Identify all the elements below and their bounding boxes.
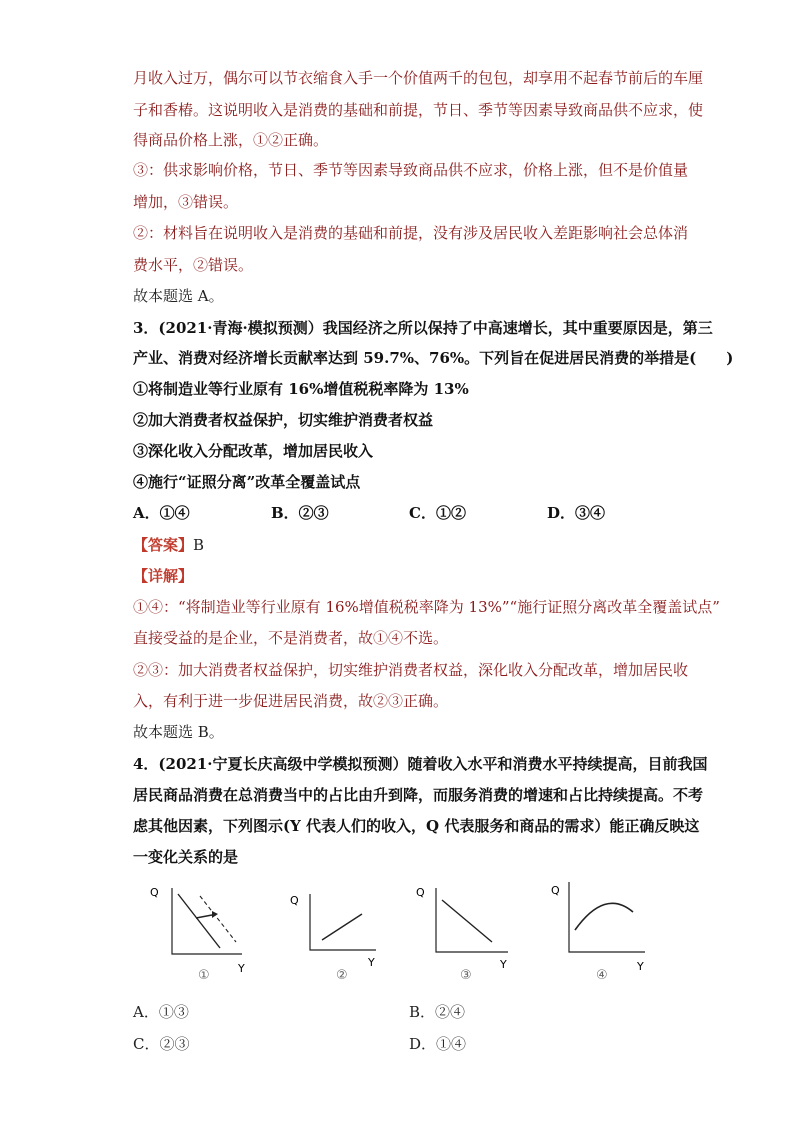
text-line: 月收入过万，偶尔可以节衣缩食入手一个价值两千的包包，却享用不起春节前后的车厘: [133, 69, 704, 87]
graph-2: [288, 882, 398, 978]
answer-line: [133, 535, 204, 555]
question-4-stem: 一变化关系的是: [133, 848, 239, 866]
q-axis-label: Q: [551, 884, 560, 897]
text-line: ②：材料旨在说明收入是消费的基础和前提，没有涉及居民收入差距影响社会总体消: [133, 224, 689, 242]
option-c: C．②③: [133, 1035, 190, 1053]
answer-label: 【答案】: [133, 536, 194, 554]
option-d: D．③④: [547, 504, 606, 522]
graph-1-caption: ①: [198, 968, 210, 983]
detail-line: ②③：加大消费者权益保护，切实维护消费者权益，深化收入分配改革，增加居民收: [133, 661, 689, 679]
q-axis-label: Q: [150, 886, 159, 899]
question-4-stem: 虑其他因素，下列图示(Y 代表人们的收入，Q 代表服务和商品的需求）能正确反映这: [133, 817, 700, 835]
y-axis-label: Y: [368, 956, 375, 969]
option-b: B．②③: [271, 504, 329, 522]
detail-line: ①④：“将制造业等行业原有 16%增值税税率降为 13%”“施行证照分离改革全覆盖试点”: [133, 598, 720, 616]
statement-2: ②加大消费者权益保护，切实维护消费者权益: [133, 411, 434, 429]
graph-3: [410, 880, 520, 978]
graph-3-caption: ③: [460, 968, 472, 983]
conclusion-line: 故本题选 A。: [133, 287, 224, 305]
graph-2-caption: ②: [336, 968, 348, 983]
graph-4-caption: ④: [596, 968, 608, 983]
text-line: 得商品价格上涨，①②正确。: [133, 131, 329, 149]
question-3-stem: 3．(2021·青海·模拟预测）我国经济之所以保持了中高速增长，其中重要原因是，第三: [133, 319, 713, 337]
statement-1: ①将制造业等行业原有 16%增值税税率降为 13%: [133, 380, 469, 398]
text-line: ③：供求影响价格，节日、季节等因素导致商品供不应求，价格上涨，但不是价值量: [133, 161, 689, 179]
text-line: 子和香椿。这说明收入是消费的基础和前提，节日、季节等因素导致商品供不应求，使: [133, 101, 704, 119]
q-axis-label: Q: [290, 894, 299, 907]
text-line: 增加，③错误。: [133, 193, 239, 211]
y-axis-label: Y: [637, 960, 644, 972]
option-c: C．①②: [409, 504, 466, 522]
statement-4: ④施行“证照分离”改革全覆盖试点: [133, 473, 361, 491]
detail-label: 【详解】: [133, 567, 194, 585]
graph-4: [545, 878, 655, 976]
detail-line: 直接受益的是企业，不是消费者，故①④不选。: [133, 629, 449, 647]
option-a: A．①④: [133, 504, 190, 522]
statement-3: ③深化收入分配改革，增加居民收入: [133, 442, 374, 460]
y-axis-label: Y: [500, 958, 507, 971]
question-4-stem: 4．(2021·宁夏长庆高级中学模拟预测）随着收入水平和消费水平持续提高，目前我国: [133, 755, 708, 773]
option-b: B．②④: [409, 1003, 466, 1021]
detail-line: 入，有利于进一步促进居民消费，故②③正确。: [133, 692, 449, 710]
y-axis-label: Y: [238, 962, 245, 974]
question-4-stem: 居民商品消费在总消费当中的占比由升到降，而服务消费的增速和占比持续提高。不考: [133, 786, 704, 804]
q-axis-label: Q: [416, 886, 425, 899]
option-a: A．①③: [133, 1003, 189, 1021]
option-d: D．①④: [409, 1035, 467, 1053]
graph-1: [150, 882, 260, 978]
question-3-stem: 产业、消费对经济增长贡献率达到 59.7%、76%。下列旨在促进居民消费的举措是( ): [133, 349, 734, 367]
text-line: 费水平，②错误。: [133, 256, 254, 274]
conclusion-line: 故本题选 B。: [133, 723, 224, 741]
answer-value: B: [193, 536, 205, 554]
